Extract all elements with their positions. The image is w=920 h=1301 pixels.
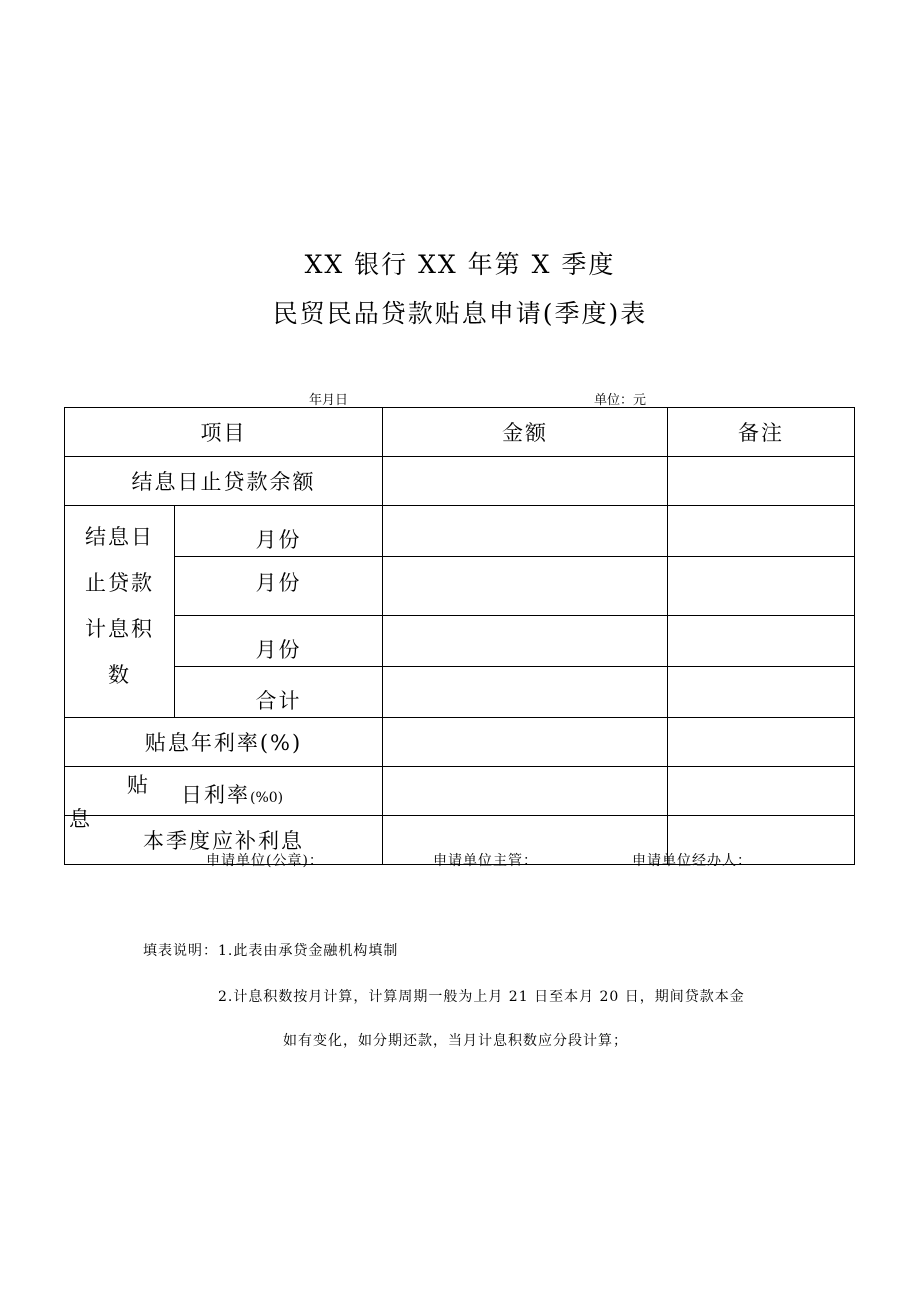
annual-rate-unit: (%) bbox=[259, 731, 303, 755]
month-label-2: 月份 bbox=[175, 557, 383, 616]
month-row-3 bbox=[65, 616, 855, 667]
month-label-1: 月份 bbox=[175, 506, 383, 557]
month-3-remark-cell[interactable] bbox=[668, 616, 855, 667]
daily-rate-unit: (%0) bbox=[250, 790, 284, 806]
total-label: 合计 bbox=[175, 667, 383, 718]
total-row bbox=[65, 667, 855, 718]
daily-rate-text bbox=[181, 779, 283, 809]
header-row bbox=[65, 408, 855, 457]
month-3-amount-cell[interactable] bbox=[383, 616, 668, 667]
total-remark-cell[interactable] bbox=[668, 667, 855, 718]
annual-rate-row bbox=[65, 718, 855, 767]
unit-label: 单位：元 bbox=[594, 393, 647, 408]
applicant-handler-label: 申请单位经办人： bbox=[632, 853, 752, 869]
month-label-3: 月份 bbox=[175, 616, 383, 667]
instructions-line-1: 填表说明：1.此表由承贷金融机构填制 bbox=[143, 943, 399, 959]
daily-rate-remark-cell[interactable] bbox=[668, 767, 855, 816]
tiexi-char-2: 息 bbox=[69, 807, 92, 831]
daily-rate-row bbox=[65, 767, 855, 816]
annual-rate-label bbox=[65, 718, 383, 767]
annual-rate-remark-cell[interactable] bbox=[668, 718, 855, 767]
balance-amount-cell[interactable] bbox=[383, 457, 668, 506]
month-2-remark-cell[interactable] bbox=[668, 557, 855, 616]
daily-rate-label-text: 日利率 bbox=[181, 783, 250, 807]
instructions-line-3: 如有变化，如分期还款，当月计息积数应分段计算； bbox=[283, 1033, 628, 1049]
header-amount: 金额 bbox=[383, 408, 668, 457]
applicant-supervisor-label: 申请单位主管： bbox=[433, 853, 538, 869]
month-1-remark-cell[interactable] bbox=[668, 506, 855, 557]
month-row-2 bbox=[65, 557, 855, 616]
group-label-line: 止贷款 bbox=[85, 571, 154, 595]
tiexi-char-1: 贴 bbox=[127, 773, 150, 797]
accumulated-interest-group-label bbox=[65, 506, 175, 718]
balance-row bbox=[65, 457, 855, 506]
applicant-unit-seal-label: 申请单位(公章)： bbox=[206, 853, 324, 869]
daily-rate-label bbox=[65, 767, 383, 831]
daily-rate-amount-cell[interactable] bbox=[383, 767, 668, 816]
group-label-line: 数 bbox=[108, 663, 131, 687]
date-label: 年月日 bbox=[309, 393, 349, 408]
month-2-amount-cell[interactable] bbox=[383, 557, 668, 616]
annual-rate-text: 贴息年利率 bbox=[144, 731, 260, 755]
annual-rate-amount-cell[interactable] bbox=[383, 718, 668, 767]
balance-label: 结息日止贷款余额 bbox=[65, 457, 383, 506]
form-title-line-1: XX 银行 XX 年第 X 季度 bbox=[304, 250, 616, 279]
subsidy-form-table bbox=[64, 407, 855, 865]
month-1-amount-cell[interactable] bbox=[383, 506, 668, 557]
group-label-line: 计息积 bbox=[85, 617, 154, 641]
header-item: 项目 bbox=[65, 408, 383, 457]
balance-remark-cell[interactable] bbox=[668, 457, 855, 506]
header-remark: 备注 bbox=[668, 408, 855, 457]
form-title-line-2: 民贸民品贷款贴息申请(季度)表 bbox=[272, 299, 648, 328]
group-label-line: 结息日 bbox=[85, 525, 154, 549]
month-row-1 bbox=[65, 506, 855, 557]
total-amount-cell[interactable] bbox=[383, 667, 668, 718]
instructions-line-2: 2.计息积数按月计算，计算周期一般为上月 21 日至本月 20 日，期间贷款本金 bbox=[218, 989, 745, 1005]
quarter-interest-label: 本季度应补利息 bbox=[65, 816, 383, 865]
